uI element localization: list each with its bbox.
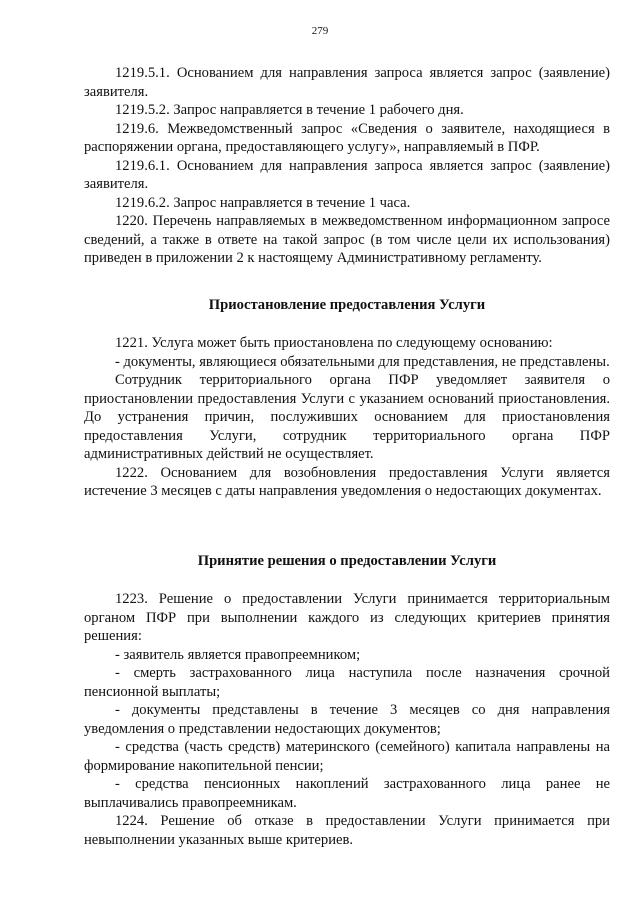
paragraph-1222: 1222. Основанием для возобновления предоставления Услуги является истечение 3 месяцев с даты направления уведомления о недостающих документах. bbox=[84, 464, 610, 499]
section-heading-suspension: Приостановление предоставления Услуги bbox=[208, 296, 486, 313]
paragraph-1219-5-1: 1219.5.1. Основанием для направления запроса является запрос (заявление) заявителя. bbox=[84, 65, 610, 100]
criterion-successor: - заявитель является правопреемником; bbox=[115, 646, 361, 663]
paragraph-notification: Сотрудник территориального органа ПФР уведомляет заявителя о приостановлении предоставления Услуги с указанием оснований приостановления. До устранения причин, послуживших основанием для приостановления предоставления Услуги, сотрудник территориального органа ПФР административных действий не осуществляет. bbox=[84, 372, 610, 462]
paragraph-1219-6: 1219.6. Межведомственный запрос «Сведения о заявителе, находящиеся в распоряжении органа, предоставляющего услугу», направляемый в ПФР. bbox=[84, 120, 610, 155]
document-body bbox=[84, 64, 610, 849]
criterion-maternity-capital: - средства (часть средств) материнского (семейного) капитала направлены на формирование накопительной пенсии; bbox=[84, 739, 610, 774]
paragraph-1223: 1223. Решение о предоставлении Услуги принимается территориальным органом ПФР при выполнении каждого из следующих критериев принятия решения: bbox=[84, 591, 610, 644]
criterion-documents: - документы представлены в течение 3 месяцев со дня направления уведомления о представлении недостающих документов; bbox=[84, 702, 610, 737]
paragraph-1219-6-1: 1219.6.1. Основанием для направления запроса является запрос (заявление) заявителя. bbox=[84, 157, 610, 192]
criterion-pension-savings: - средства пенсионных накоплений застрахованного лица ранее не выплачивались правопреемникам. bbox=[84, 776, 610, 811]
paragraph-1221: 1221. Услуга может быть приостановлена по следующему основанию: bbox=[115, 335, 553, 351]
paragraph-1220: 1220. Перечень направляемых в межведомственном информационном запросе сведений, а также в ответе на такой запрос (в том числе цели их использования) приведен в приложении 2 к настоящему Административному регламенту. bbox=[84, 213, 610, 266]
paragraph-1219-5-2: 1219.5.2. Запрос направляется в течение 1 рабочего дня. bbox=[115, 102, 464, 118]
section-heading-decision: Принятие решения о предоставлении Услуги bbox=[197, 552, 497, 569]
criterion-death: - смерть застрахованного лица наступила после назначения срочной пенсионной выплаты; bbox=[84, 665, 610, 700]
paragraph-1224: 1224. Решение об отказе в предоставлении Услуги принимается при невыполнении указанных выше критериев. bbox=[84, 813, 610, 848]
page-number: 279 bbox=[311, 25, 329, 37]
paragraph-1219-6-2: 1219.6.2. Запрос направляется в течение 1 часа. bbox=[115, 194, 411, 211]
list-item-documents: - документы, являющиеся обязательными для представления, не представлены. bbox=[115, 353, 610, 370]
